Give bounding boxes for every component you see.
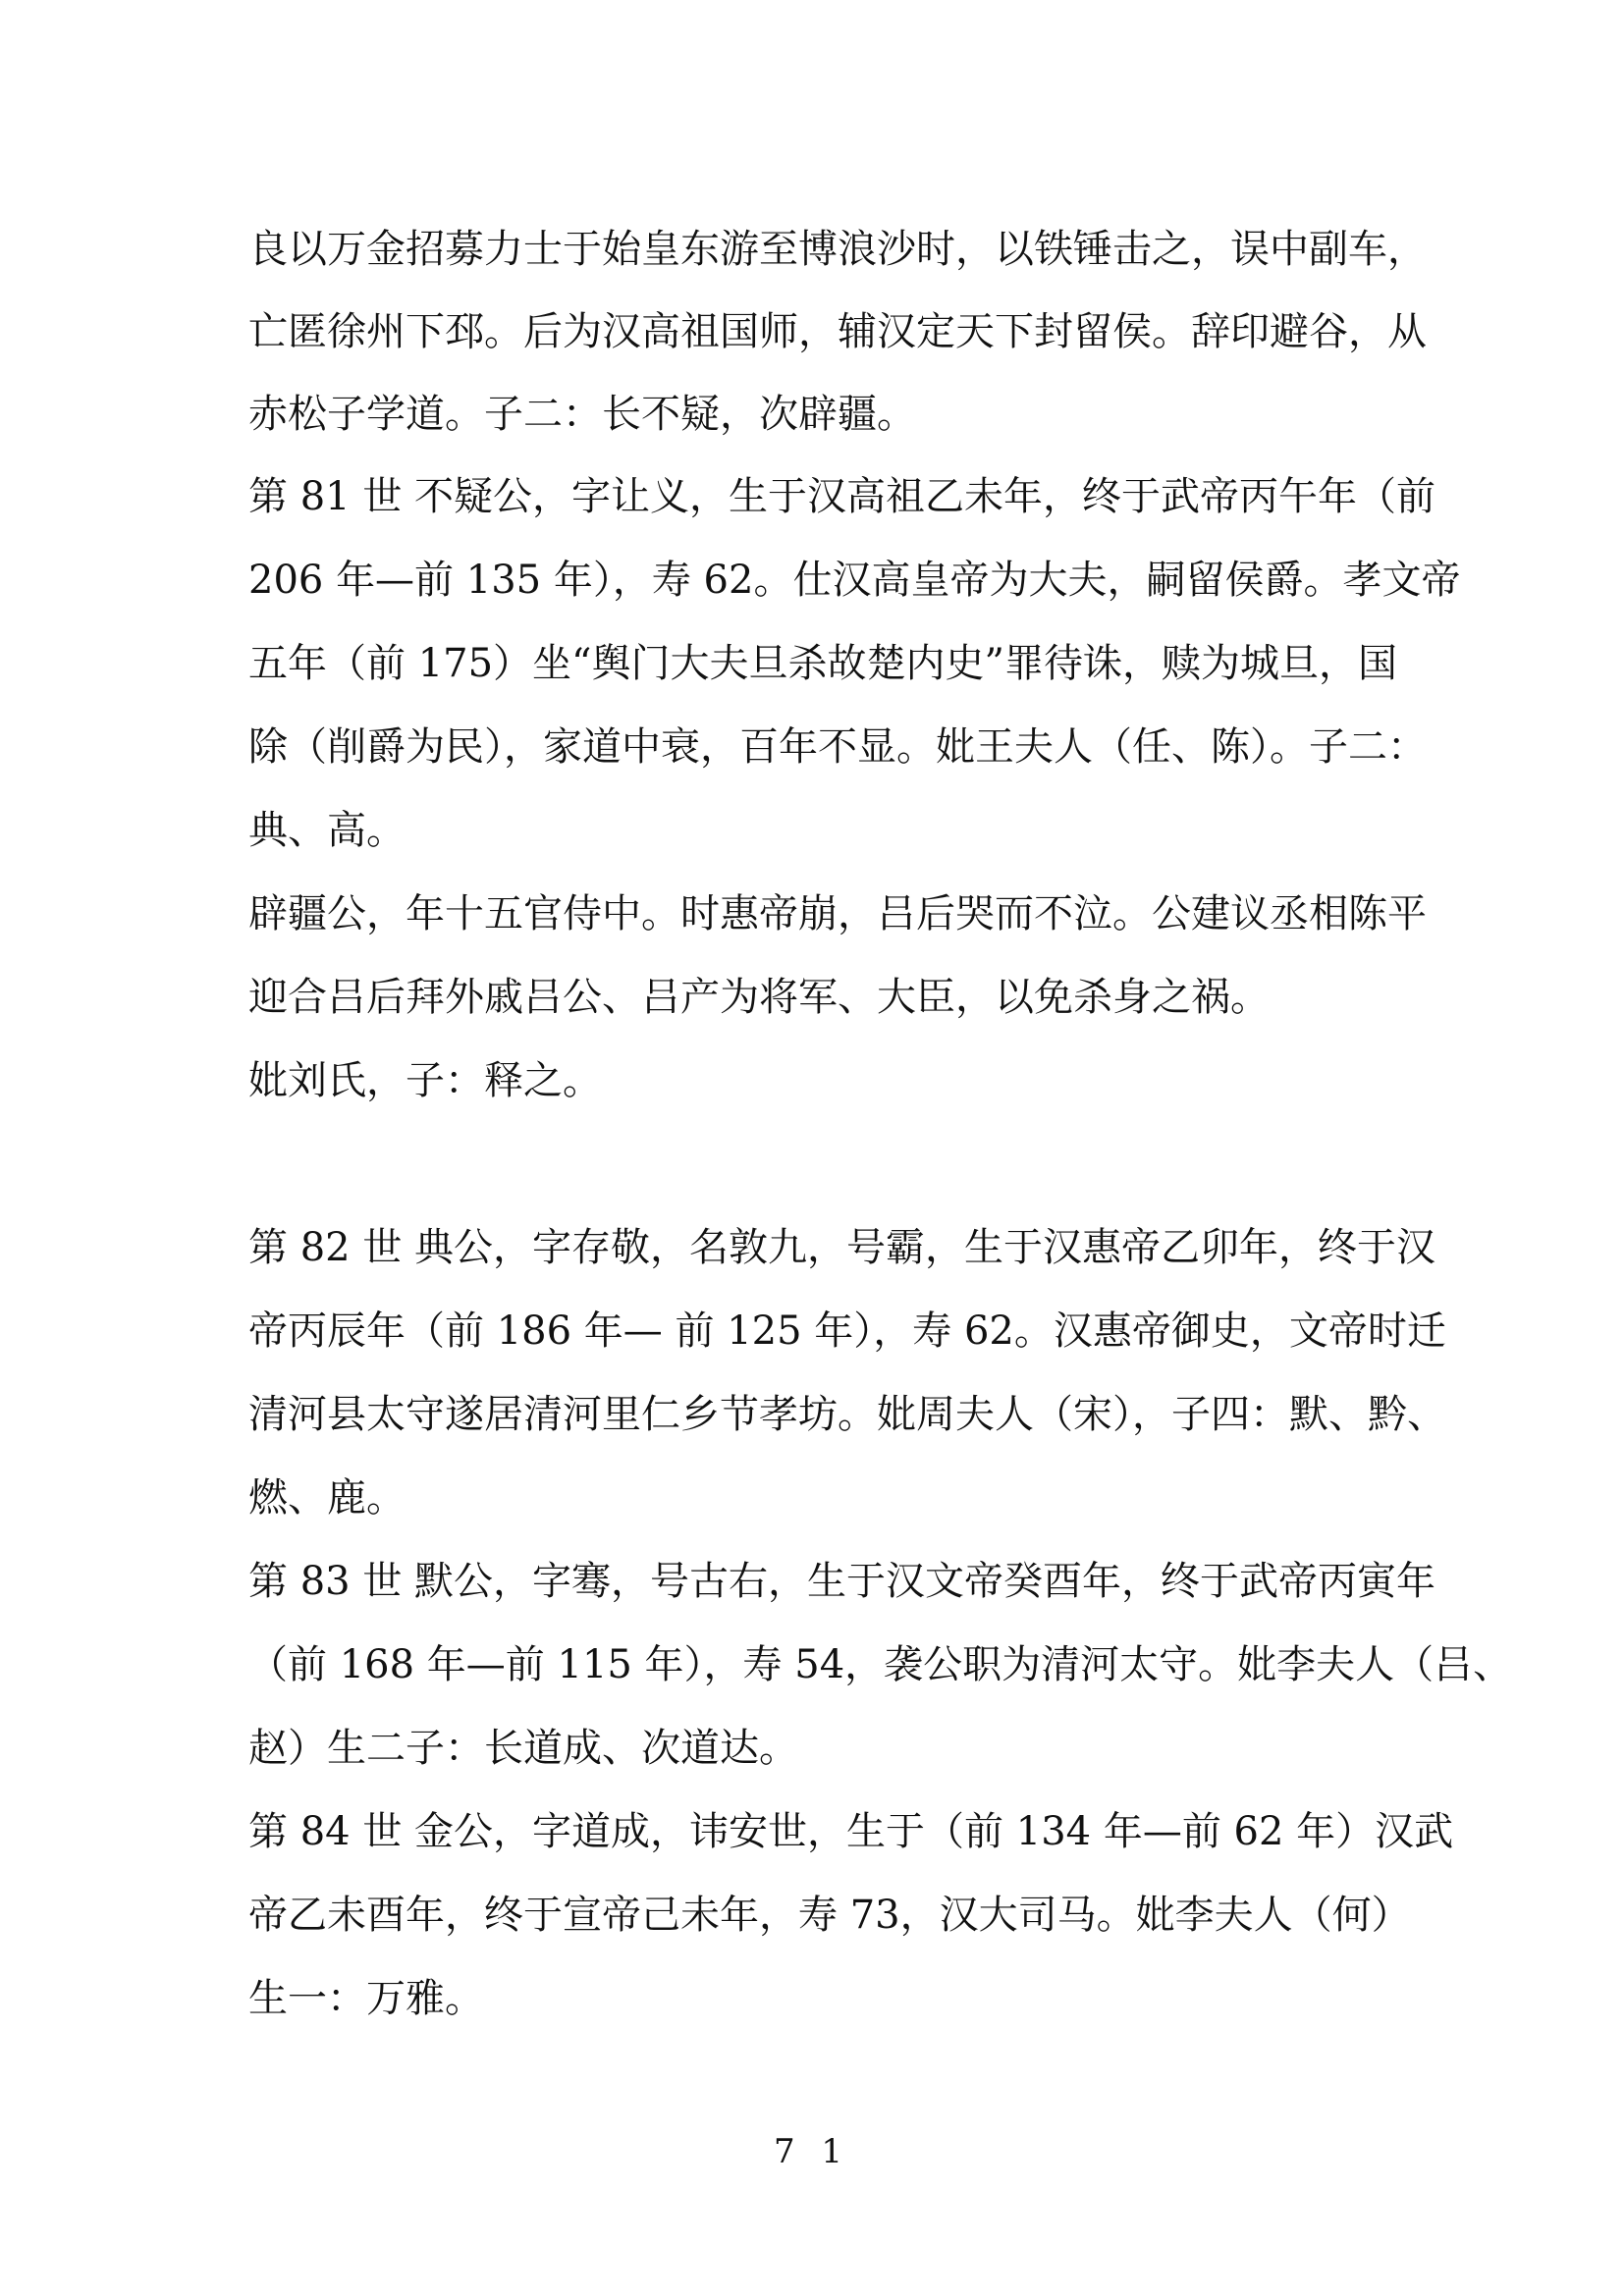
text-line: 206 年—前 135 年），寿 62。仕汉高皇帝为大夫，嗣留侯爵。孝文帝 [248, 558, 1461, 603]
text-line: 迎合吕后拜外戚吕公、吕产为将军、大臣，以免杀身之祸。 [248, 975, 1270, 1020]
text-line: 妣刘氏，子：释之。 [248, 1058, 602, 1103]
text-line: 典、高。 [248, 808, 406, 853]
text-line: 第 82 世 典公，字存敬，名敦九，号霸，生于汉惠帝乙卯年，终于汉 [248, 1225, 1436, 1270]
text-line: 五年（前 175）坐“舆门大夫旦杀故楚内史”罪待诛，赎为城旦，国 [248, 641, 1397, 686]
text-line: 清河县太守遂居清河里仁乡节孝坊。妣周夫人（宋），子四：默、黔、 [248, 1392, 1446, 1437]
text-line: 赤松子学道。子二：长不疑，次辟疆。 [248, 392, 916, 437]
page-number: 7 1 [773, 2132, 851, 2171]
text-line: 赵）生二子：长道成、次道达。 [248, 1726, 798, 1771]
text-line: 第 81 世 不疑公，字让义，生于汉高祖乙未年，终于武帝丙午年（前 [248, 474, 1436, 519]
text-line: 亡匿徐州下邳。后为汉高祖国师，辅汉定天下封留侯。辞印避谷，从 [248, 309, 1427, 354]
text-line: 良以万金招募力士于始皇东游至博浪沙时，以铁锤击之，误中副车， [248, 227, 1427, 272]
text-line: 第 83 世 默公，字骞，号古右，生于汉文帝癸酉年，终于武帝丙寅年 [248, 1559, 1436, 1604]
text-line: （前 168 年—前 115 年），寿 54，袭公职为清河太守。妣李夫人（吕、 [248, 1642, 1513, 1687]
text-line: 帝丙辰年（前 186 年— 前 125 年），寿 62。汉惠帝御史，文帝时迁 [248, 1308, 1446, 1354]
text-line: 生一：万雅。 [248, 1976, 484, 2021]
text-line: 辟疆公，年十五官侍中。时惠帝崩，吕后哭而不泣。公建议丞相陈平 [248, 891, 1427, 936]
text-line: 除（削爵为民），家道中衰，百年不显。妣王夫人（任、陈）。子二： [248, 724, 1427, 770]
text-line: 燃、鹿。 [248, 1475, 406, 1521]
text-line: 帝乙未酉年，终于宣帝己未年，寿 73，汉大司马。妣李夫人（何） [248, 1893, 1411, 1938]
text-line: 第 84 世 金公，字道成，讳安世，生于（前 134 年—前 62 年）汉武 [248, 1809, 1454, 1854]
